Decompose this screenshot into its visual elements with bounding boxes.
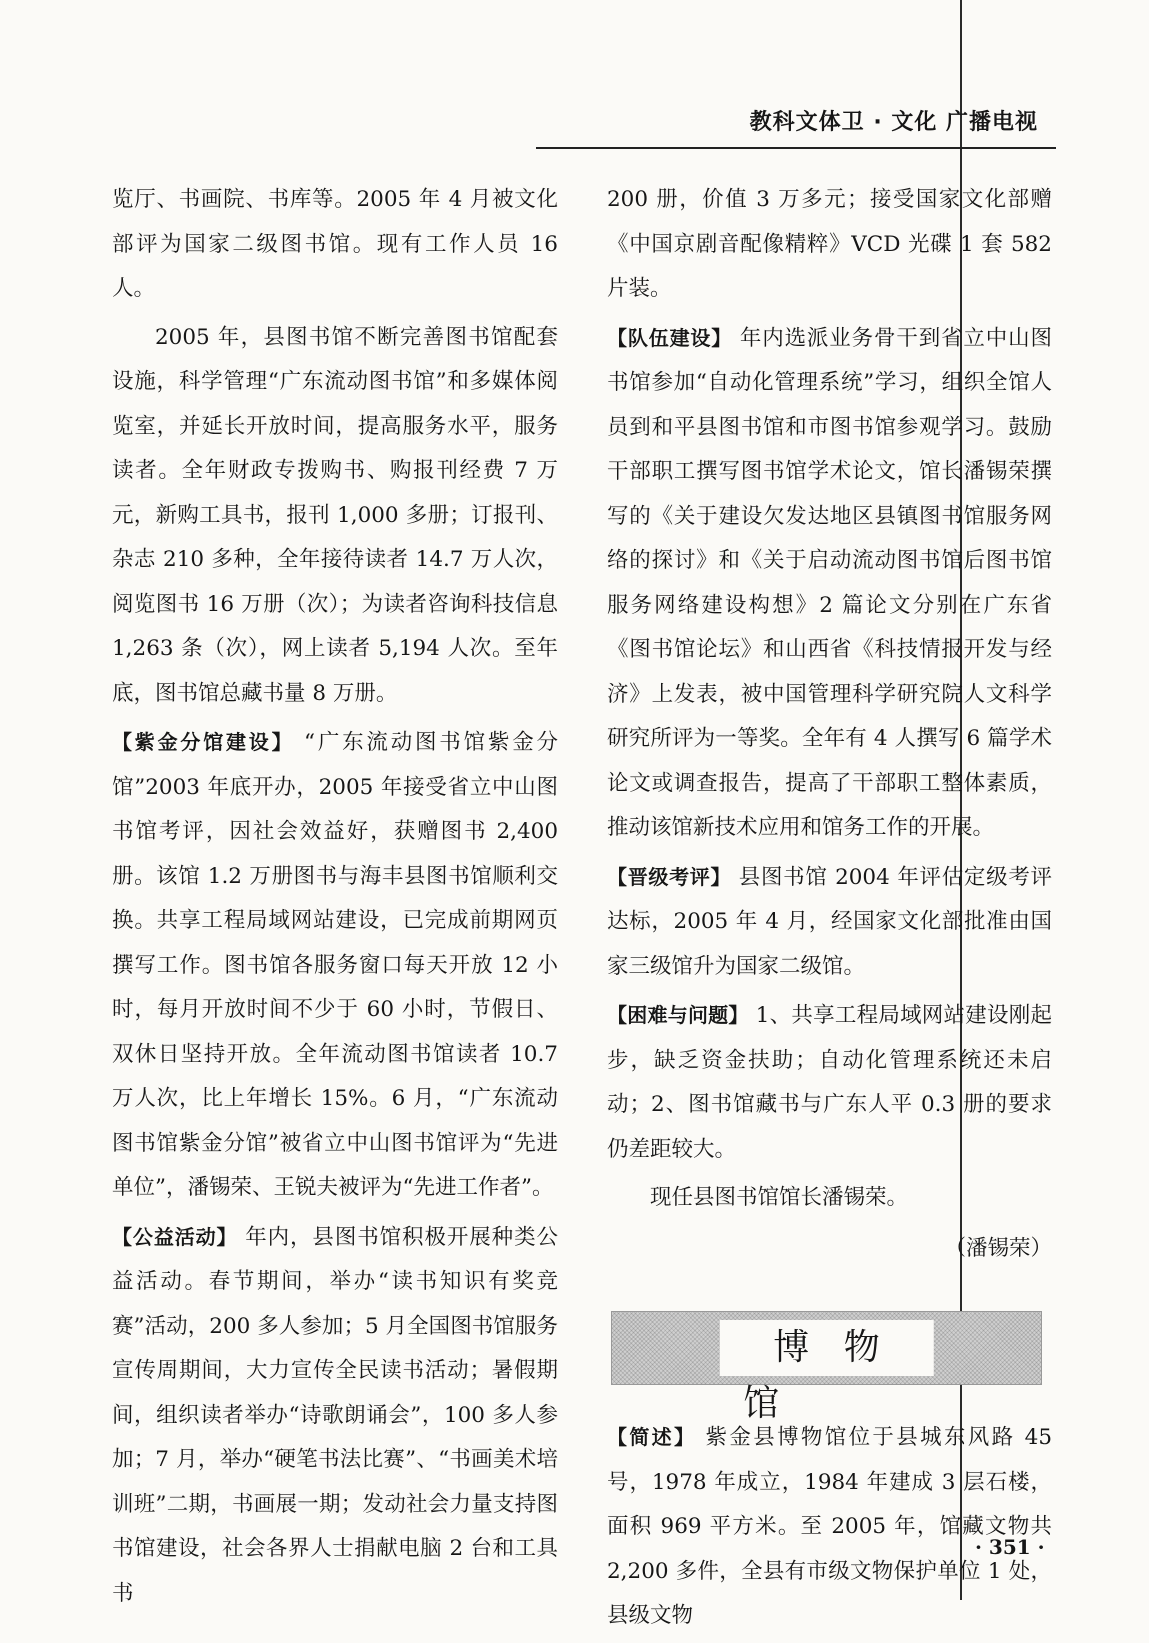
- text-public-activities: 年内，县图书馆积极开展种类公益活动。春节期间，举办“读书知识有奖竞赛”活动，200 多人参加；5 月全国图书馆服务宣传周期间，大力宣传全民读书活动；暑假期间，组织读者举办“诗歌朗诵会”，100 多人参加；7 月，举办“硬笔书法比赛”、“书画美术培训班”二期，书画展一期；发动社会力量支持图书馆建设，社会各界人士捐献电脑 2 台和工具书: [112, 1224, 558, 1606]
- section-heading-box: [611, 1311, 1042, 1424]
- left-paragraph-2: 2005 年，县图书馆不断完善图书馆配套设施，科学管理“广东流动图书馆”和多媒体阅览室，并延长开放时间，提高服务水平，服务读者。全年财政专拨购书、购报刊经费 7 万元，新购工具书，报刊 1,000 多册；订报刊、杂志 210 多种，全年接待读者 14.7 万人次，阅览图书 16 万册（次）；为读者咨询科技信息 1,263 条（次），网上读者 5,194 人次。至年底，图书馆总藏书量 8 万册。: [112, 324, 558, 706]
- left-paragraph-1: 览厅、书画院、书库等。2005 年 4 月被文化部评为国家二级图书馆。现有工作人员 16 人。: [112, 187, 558, 301]
- right-paragraph-1: 200 册，价值 3 万多元；接受国家文化部赠《中国京剧音配像精粹》VCD 光碟 1 套 582 片装。: [607, 187, 1052, 301]
- tag-difficulties: 【困难与问题】: [607, 1003, 749, 1027]
- text-team-building: 年内选派业务骨干到省立中山图书馆参加“自动化管理系统”学习，组织全馆人员到和平县图书馆和市图书馆参观学习。鼓励干部职工撰写图书馆学术论文，馆长潘锡荣撰写的《关于建设欠发达地区县镇图书馆服务网络的探讨》和《关于启动流动图书馆后图书馆服务网络建设构想》2 篇论文分别在广东省《图书馆论坛》和山西省《科技情报开发与经济》上发表，被中国管理科学研究院人文科学研究所评为一等奖。全年有 4 人撰写 6 篇学术论文或调查报告，提高了干部职工整体素质，推动该馆新技术应用和馆务工作的开展。: [607, 325, 1053, 840]
- page-number: · 351 ·: [975, 1535, 1045, 1559]
- left-paragraph-3: [112, 720, 558, 1211]
- text-difficulties: 1、共享工程局域网站建设刚起步，缺乏资金扶助；自动化管理系统还未启动；2、图书馆藏书与广东人平 0.3 册的要求仍差距较大。: [607, 1003, 1052, 1162]
- tag-zijin-branch: 【紫金分馆建设】: [112, 730, 295, 754]
- right-paragraph-6: [607, 1415, 1052, 1639]
- right-column: [607, 178, 1052, 1643]
- tag-overview: 【简述】: [607, 1425, 697, 1449]
- running-header: [536, 103, 1056, 149]
- left-column: [112, 178, 558, 1620]
- tag-team-building: 【队伍建设】: [607, 325, 733, 350]
- section-title: 博物馆: [719, 1320, 934, 1376]
- header-title: 教科文体卫 · 文化 广播电视: [749, 110, 1038, 135]
- author-signature: （潘锡荣）: [944, 1235, 1052, 1261]
- right-paragraph-4: [607, 993, 1052, 1172]
- right-paragraph-3: [607, 855, 1052, 990]
- text-promotion-review: 县图书馆 2004 年评估定级考评达标，2005 年 4 月，经国家文化部批准由国家三级馆升为国家二级馆。: [607, 864, 1053, 979]
- text-zijin-branch: “广东流动图书馆紫金分馆”2003 年底开办，2005 年接受省立中山图书馆考评，因社会效益好，获赠图书 2,400 册。该馆 1.2 万册图书与海丰县图书馆顺利交换。共享工程局域网站建设，已完成前期网页撰写工作。图书馆各服务窗口每天开放 12 小时，每月开放时间不少于 60 小时，节假日、双休日坚持开放。全年流动图书馆读者 10.7 万人次，比上年增长 15%。6 月，“广东流动图书馆紫金分馆”被省立中山图书馆评为“先进单位”，潘锡荣、王锐夫被评为“先进工作者”。: [112, 730, 559, 1200]
- text-overview: 紫金县博物馆位于县城东风路 45 号，1978 年成立，1984 年建成 3 层石楼，面积 969 平方米。至 2005 年，馆藏文物共 2,200 多件，全县有市级文物保护单位 1 处，县级文物: [607, 1425, 1052, 1628]
- right-paragraph-2: [607, 316, 1052, 851]
- tag-promotion-review: 【晋级考评】: [607, 864, 732, 889]
- left-paragraph-4: [112, 1215, 558, 1617]
- right-paragraph-5: 现任县图书馆馆长潘锡荣。: [650, 1185, 909, 1210]
- tag-public-activities: 【公益活动】: [112, 1224, 238, 1249]
